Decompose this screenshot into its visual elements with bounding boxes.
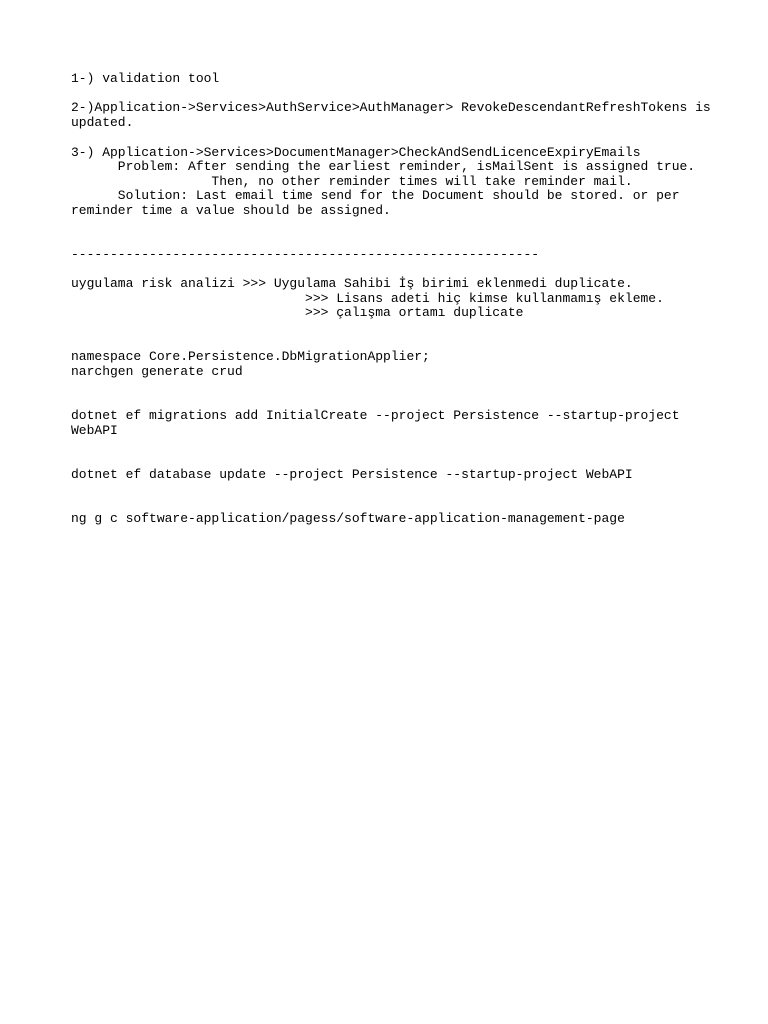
text-line-updated: updated. — [71, 115, 134, 130]
text-line-ng-generate: ng g c software-application/pagess/software-application-management-page — [71, 511, 625, 526]
text-line-webapi: WebAPI — [71, 423, 118, 438]
text-line-namespace: namespace Core.Persistence.DbMigrationApplier; — [71, 349, 430, 364]
text-line-solution-continued: reminder time a value should be assigned. — [71, 203, 391, 218]
text-line-database-update: dotnet ef database update --project Persistence --startup-project WebAPI — [71, 467, 633, 482]
divider-line: ------------------------------------------------------------ — [71, 247, 540, 262]
text-line-migrations-add: dotnet ef migrations add InitialCreate --project Persistence --startup-project — [71, 408, 680, 423]
text-line-validation-tool: 1-) validation tool — [71, 71, 220, 86]
text-line-narchgen: narchgen generate crud — [71, 364, 243, 379]
text-line-problem: Problem: After sending the earliest reminder, isMailSent is assigned true. — [71, 159, 696, 174]
text-line-problem-continued: Then, no other reminder times will take reminder mail. — [71, 174, 633, 189]
text-line-risk-analysis: uygulama risk analizi >>> Uygulama Sahibi İş birimi eklenmedi duplicate. — [71, 276, 633, 291]
text-line-documentmanager: 3-) Application->Services>DocumentManager>CheckAndSendLicenceExpiryEmails — [71, 145, 641, 160]
text-line-solution: Solution: Last email time send for the Document should be stored. or per — [71, 188, 680, 203]
text-line-work-environment: >>> çalışma ortamı duplicate — [71, 305, 524, 320]
text-line-license-count: >>> Lisans adeti hiç kimse kullanmamış ekleme. — [71, 291, 664, 306]
text-line-authmanager-update: 2-)Application->Services>AuthService>AuthManager> RevokeDescendantRefreshTokens is — [71, 100, 711, 115]
